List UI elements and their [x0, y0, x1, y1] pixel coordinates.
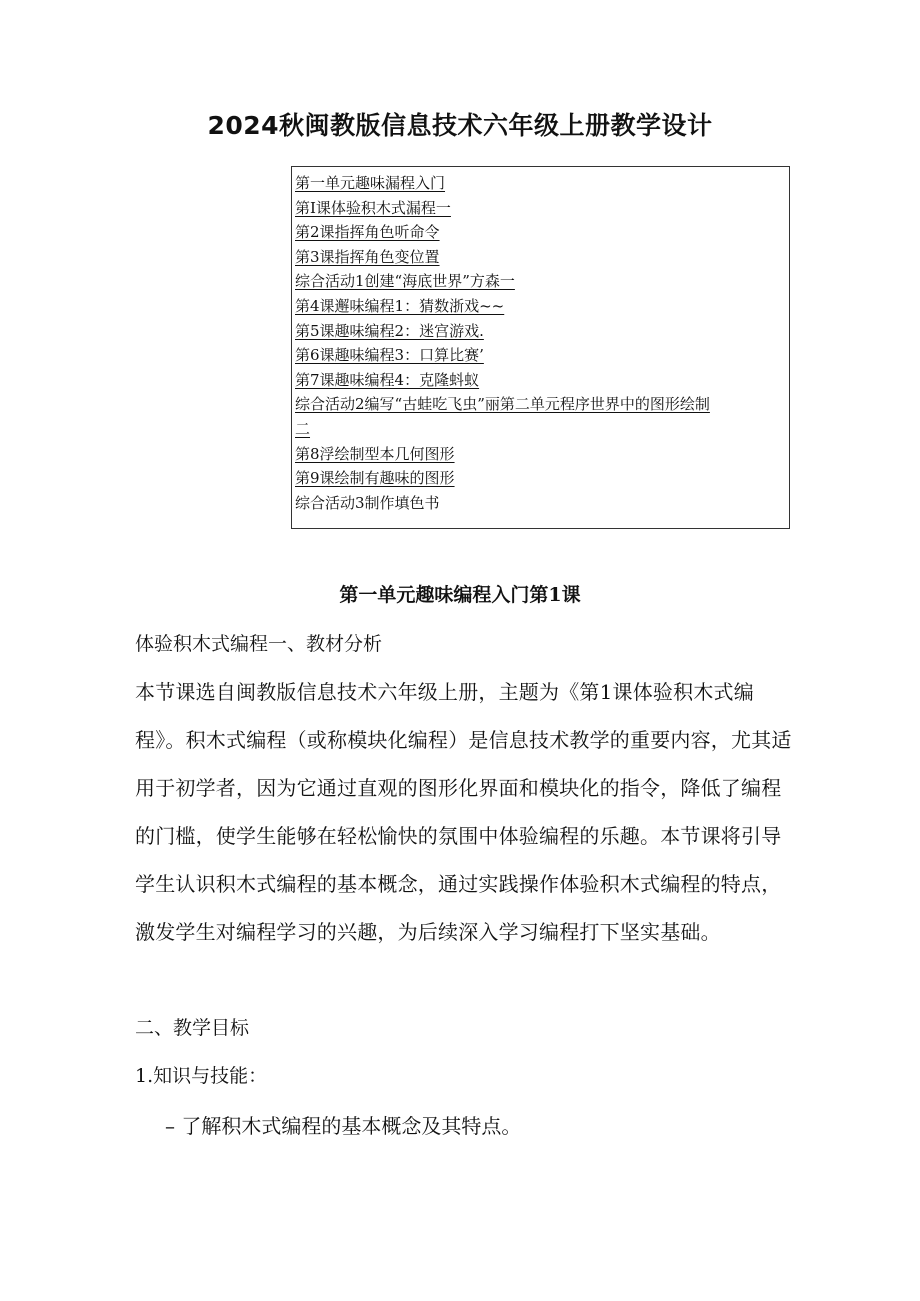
sub-heading: 体验积木式编程一、教材分析	[135, 633, 383, 655]
toc-link-lesson-6[interactable]: 第6课趣味编程3：口算比赛’	[295, 346, 484, 365]
toc-item-activity-3: 综合活动3制作填色书	[295, 493, 440, 512]
toc-link-lesson-8[interactable]: 第8浮绘制型本几何图形	[295, 444, 455, 463]
toc-link-activity-1[interactable]: 综合活动1创建“海底世界”方森一	[295, 272, 515, 291]
knowledge-skills-heading: 1.知识与技能：	[135, 1065, 268, 1087]
toc-link-lesson-5[interactable]: 第5课趣味编程2：迷宫游戏.	[295, 321, 484, 340]
toc-link-unit-1[interactable]: 第一单元趣味漏程入门	[295, 174, 446, 192]
goal-bullet-item: – 了解积木式编程的基本概念及其特点。	[165, 1114, 522, 1138]
table-of-contents	[291, 166, 790, 529]
teaching-goals-heading: 二、教学目标	[135, 1017, 250, 1039]
toc-link-lesson-4[interactable]: 第4课邂味编程1：猜数浙戏~~	[295, 296, 505, 315]
toc-link-lesson-7[interactable]: 第7课趣味编程4：克隆蚪蚁	[295, 370, 480, 389]
section-heading: 第一单元趣味编程入门第1课	[339, 584, 581, 606]
material-analysis-paragraph: 本节课选自闽教版信息技术六年级上册，主题为《第1课体验积木式编程》。积木式编程（或称模块化编程）是信息技术教学的重要内容，尤其适用于初学者，因为它通过直观的图形化界面和模块化的指令，降低了编程的门槛，使学生能够在轻松愉快的氛围中体验编程的乐趣。本节课将引导学生认识积木式编程的基本概念，通过实践操作体验积木式编程的特点，激发学生对编程学习的兴趣，为后续深入学习编程打下坚实基础。	[135, 680, 792, 944]
toc-link-activity-2[interactable]: 综合活动2编写“古蛙吃飞虫”丽第二单元程序世界中的图形绘制	[295, 395, 710, 414]
document-title: 2024秋闽教版信息技术六年级上册教学设计	[207, 111, 713, 140]
toc-link-lesson-9[interactable]: 第9课绘制有趣味的图形	[295, 469, 455, 488]
toc-link-lesson-2[interactable]: 第2课指挥角色听命令	[295, 223, 440, 242]
toc-link-unit-2-cont[interactable]: 二	[295, 419, 311, 438]
toc-link-lesson-1[interactable]: 第I课体验积木式漏程一	[295, 198, 451, 217]
toc-link-lesson-3[interactable]: 第3课指挥角色变位置	[295, 247, 440, 266]
